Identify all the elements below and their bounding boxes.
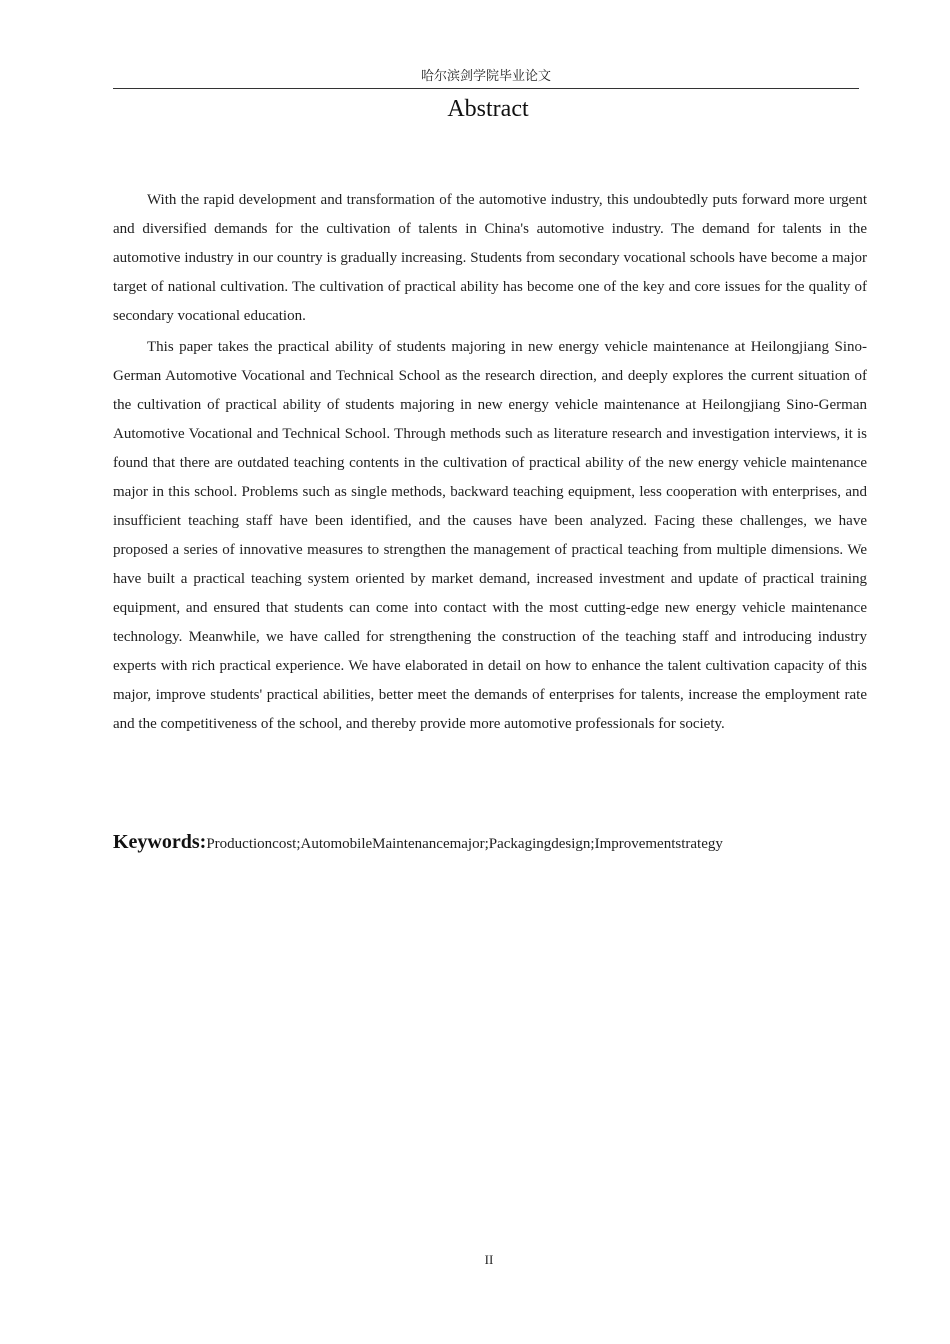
abstract-title: Abstract: [447, 96, 529, 122]
page-header: [113, 68, 859, 89]
keywords-label: Keywords:: [113, 831, 207, 853]
abstract-paragraph: With the rapid development and transformation of the automotive industry, this undoubtedly puts forward more urgent and diversified demands for the cultivation of talents in China's automotive industry. The demand for talents in the automotive industry in our country is gradually increasing. Students from secondary vocational schools have become a major target of national cultivation. The cultivation of practical ability has become one of the key and core issues for the quality of secondary vocational education.: [113, 192, 867, 324]
keywords-text: Productioncost;AutomobileMaintenancemajor;Packagingdesign;Improvementstrategy: [206, 836, 723, 852]
page-number: II: [484, 1252, 494, 1267]
abstract-paragraph: This paper takes the practical ability of students majoring in new energy vehicle maintenance at Heilongjiang Sino-German Automotive Vocational and Technical School as the research direction, and deeply explores the current situation of the cultivation of practical ability of students majoring in new energy vehicle maintenance at Heilongjiang Sino-German Automotive Vocational and Technical School. Through methods such as literature research and investigation interviews, it is found that there are outdated teaching contents in the cultivation of practical ability of the new energy vehicle maintenance major in this school. Problems such as single methods, backward teaching equipment, less cooperation with enterprises, and insufficient teaching staff have been identified, and the causes have been analyzed. Facing these challenges, we have proposed a series of innovative measures to strengthen the management of practical teaching from multiple dimensions. We have built a practical teaching system oriented by market demand, increased investment and update of practical training equipment, and ensured that students can come into contact with the most cutting-edge new energy vehicle maintenance technology. Meanwhile, we have called for strengthening the construction of the teaching staff and introducing industry experts with rich practical experience. We have elaborated in detail on how to enhance the talent cultivation capacity of this major, improve students' practical abilities, better meet the demands of enterprises for talents, increase the employment rate and the competitiveness of the school, and thereby provide more automotive professionals for society.: [113, 339, 867, 732]
abstract-body: [113, 186, 867, 741]
header-title: 哈尔滨剑学院毕业论文: [420, 69, 551, 84]
keywords-line: [113, 828, 873, 858]
